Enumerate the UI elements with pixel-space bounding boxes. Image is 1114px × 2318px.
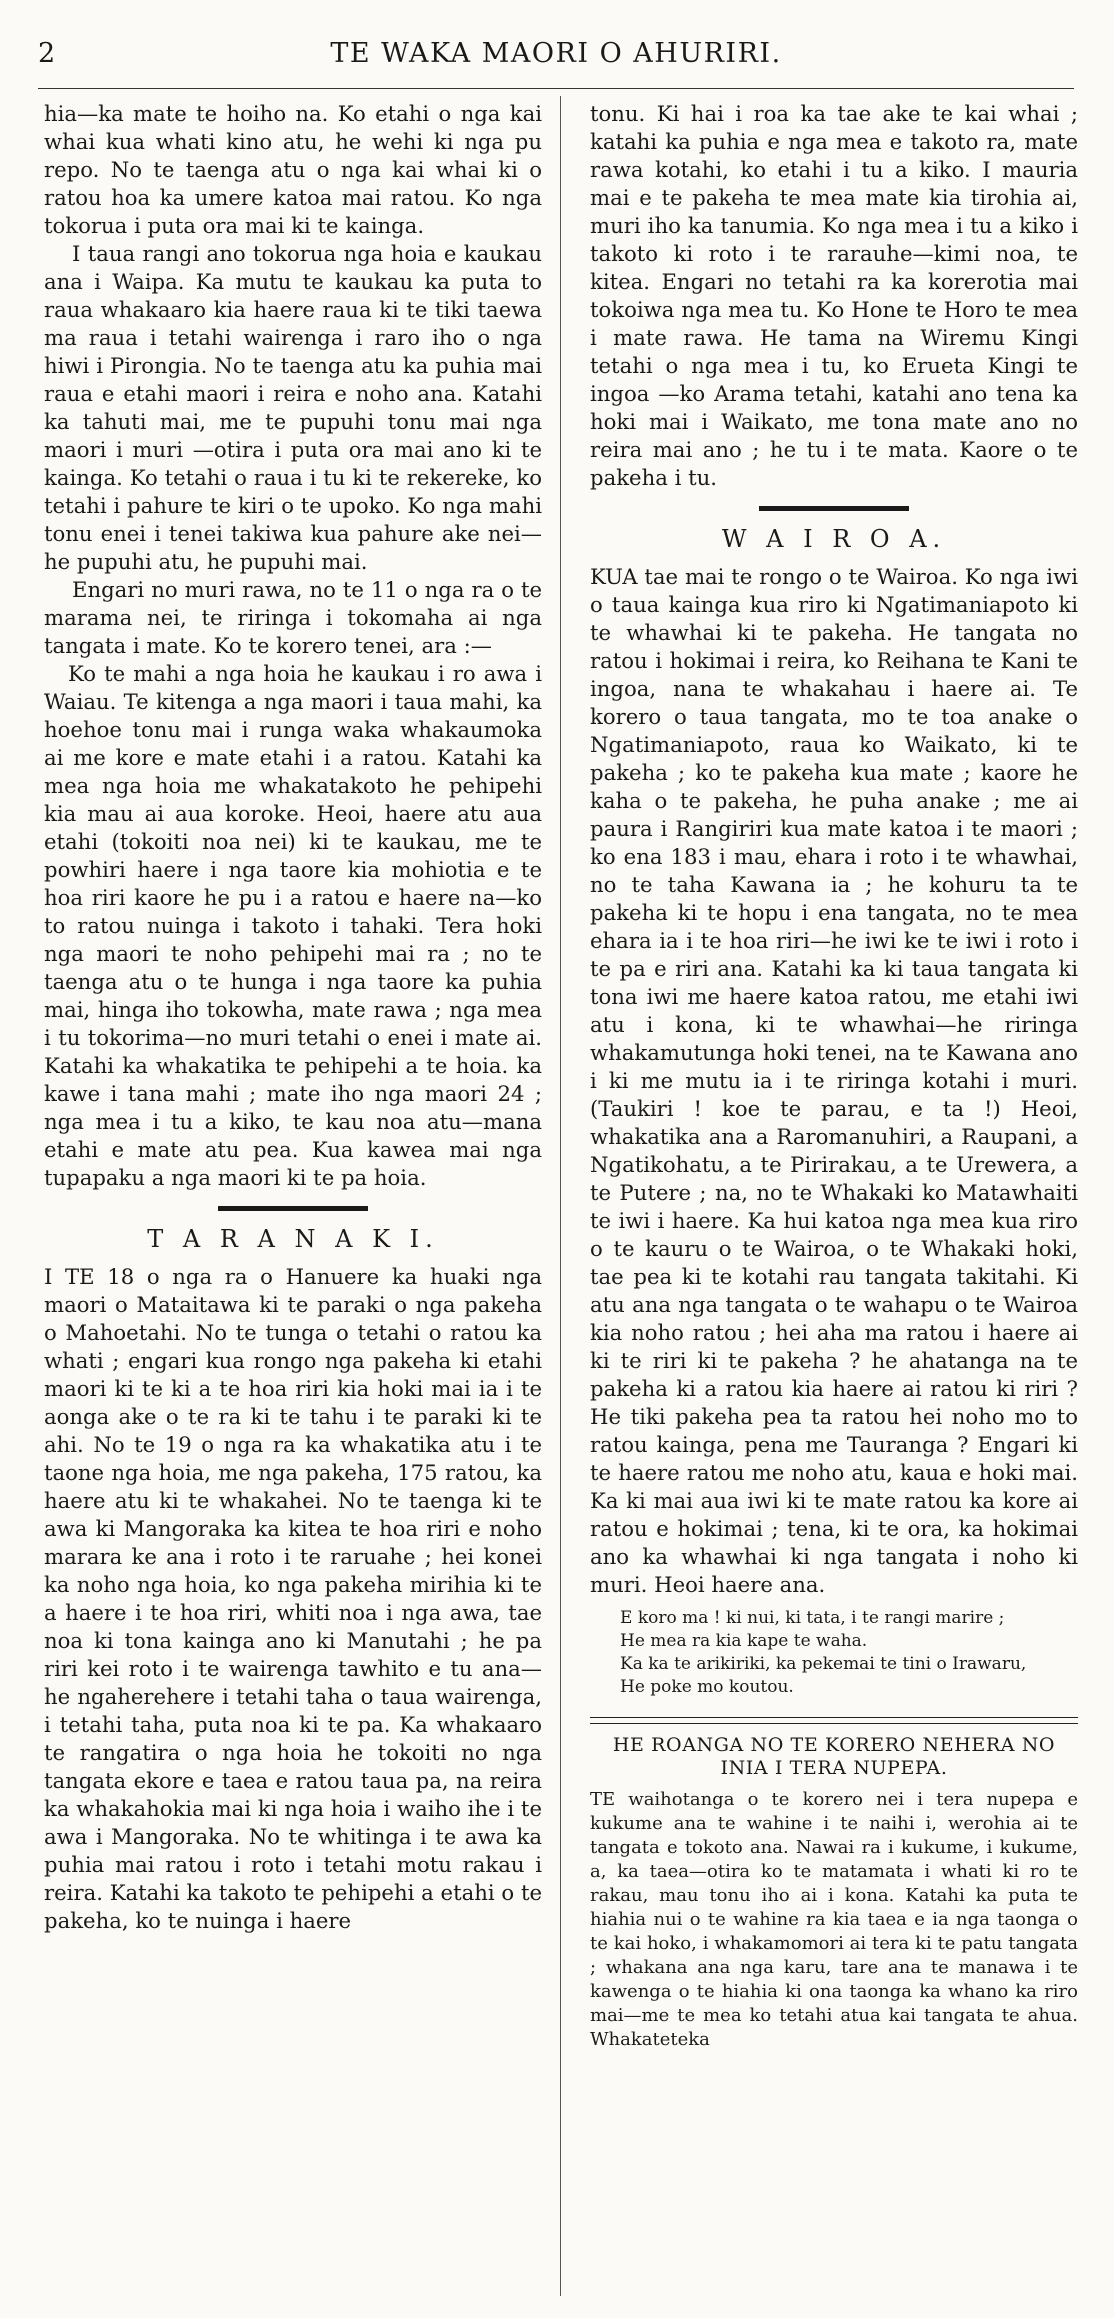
paragraph: I TE 18 o nga ra o Hanuere ka huaki nga maori o Mataitawa ki te paraki o nga pakeha o Mahoetahi. No te tunga o tetahi o ratou ka whati ; engari kua rongo nga pakeha ki etahi maori ki te ki a te hoa riri kia hoki mai ia i te aonga ake o te ra ki te tahu i te paraki ki te ahi. No te 19 o nga ra ka whakatika atu i te taone nga hoia, me nga pakeha, 175 ratou, ka haere atu ki te whakahei. No te taenga ki te awa ki Mangoraka ka kitea te hoa riri e noho marara ke ana i roto i te raruahe ; hei konei ka noho nga hoia, ko nga pakeha mirihia ki te a haere i te hoa riri, whiti noa i nga awa, tae noa ki tona kainga ano ki Manutahi ; he pa riri kei roto i te wairenga tawhito e tu ana—he ngaherehere i tetahi taha o taua wairenga, i tetahi taha, puta noa ki te pa. Ka whakaaro te rangatira o nga hoia he tokoiti no nga tangata ekore e taea e ratou taua pa, na reira ka whakahokia mai ki nga hoia i waiho ihe i te awa i Mangoraka. No te whitinga i te awa ka puhia mai ratou i roto i tetahi motu rakau i reira. Katahi ka takoto te pehipehi a etahi o te pakeha, ko te nuinga i haere xyxy=(44,1264,542,1933)
running-title: TE WAKA MAORI O AHURIRI. xyxy=(330,38,782,69)
paragraph: TE waihotanga o te korero nei i tera nupepa e kukume ana te wahine i te naihi i, werohia ai te tangata e tokoto ana. Nawai ra i kukume, i kukume, a, ka taea—otira ko te matamata i whati ki ro te rakau, mau tonu iho ai i kona. Katahi ka puta te hiahia nui o te wahine ra kia taea e ia nga taonga o te kai hoko, i whakamomori ai tera ki te patu tangata ; whakana ana nga karu, tare ana te manawa i te kawenga o te hiahia ki ona taonga ka whano ka riro mai—me te mea ko tetahi atua kai tangata te ahua. Whakateteka xyxy=(590,1789,1078,2050)
double-rule xyxy=(590,1717,1078,1724)
wairoa-section xyxy=(590,506,1078,1699)
paragraph: Engari no muri rawa, no te 11 o nga ra o te marama nei, te riringa i tokomaha ai nga tangata i mate. Ko te korero tenei, ara :— xyxy=(44,577,542,658)
column-divider xyxy=(560,96,561,2296)
poem-line: Ka ka te arikiriki, ka pekemai te tini o Irawaru, xyxy=(620,1654,1027,1674)
poem xyxy=(620,1607,1078,1699)
section-title-wairoa: W A I R O A. xyxy=(721,525,947,553)
page-number: 2 xyxy=(38,38,56,69)
poem-line: He poke mo koutou. xyxy=(620,1677,794,1697)
paragraph: tonu. Ki hai i roa ka tae ake te kai whai ; katahi ka puhia e nga mea e takoto ra, mate rawa kotahi, ko etahi i tu a kiko. I mauria mai e te pakeha te mea mate kia tirohia ai, muri iho ka tanumia. Ko nga mea i tu a kiko i takoto ki roto i te rarauhe—kimi noa, te kitea. Engari no tetahi ra ka korerotia mai tokoiwa nga mea tu. Ko Hone te Horo te mea i mate rawa. He tama na Wiremu Kingi tetahi o nga mea i tu, ko Erueta Kingi te ingoa —ko Arama tetahi, katahi ano tena ka hoki mai i Waikato, me tona mate ano no reira mai ano ; he tu i te mata. Kaore o te pakeha i tu. xyxy=(590,101,1078,490)
paragraph: Ko te mahi a nga hoia he kaukau i ro awa i Waiau. Te kitenga a nga maori i taua mahi, ka hoehoe tonu mai i runga waka whakaumoka ai me kore e mate etahi i a ratou. Katahi ka mea nga hoia me whakatakoto he pehipehi kia mau ai aua koroke. Heoi, haere atu aua etahi (tokoiti noa nei) ki te kaukau, me te powhiri haere i nga taore kia mohiotia e te hoa riri kaore he pu i a ratou e haere na—ko to ratou nuinga i takoto i tahaki. Tera hoki nga maori te noho pehipehi mai ra ; no te taenga atu o te hunga i nga taore ka puhia mai, hinga iho tokowha, mate rawa ; nga mea i tu tokorima—no muri tetahi o enei i mate ai. Katahi ka whakatika te pehipehi a te hoia. ka kawe i tana mahi ; mate iho nga maori 24 ; nga mea i tu a kiko, te kau noa atu—mana etahi e mate atu pea. Kua kawea mai nga tupapaku a nga maori ki te pa hoia. xyxy=(44,661,542,1190)
poem-line: E koro ma ! ki nui, ki tata, i te rangi marire ; xyxy=(620,1608,1005,1628)
paragraph: I taua rangi ano tokorua nga hoia e kaukau ana i Waipa. Ka mutu te kaukau ka puta to raua whakaaro kia haere raua ki te tiki taewa ma raua i tetahi wairenga i raro iho o nga hiwi i Pirongia. No te taenga atu ka puhia mai raua e etahi maori i reira e noho ana. Katahi ka tahuti mai, me te pupuhi tonu mai nga maori i muri —otira i puta ora mai ano ki te kainga. Ko tetahi o raua i tu ki te rekereke, ko tetahi i pahure te kiri o te upoko. Ko nga mahi tonu enei i tenei takiwa kua pahure ake nei—he pupuhi atu, he pupuhi mai. xyxy=(44,241,542,574)
left-column xyxy=(44,100,542,2308)
paragraph: hia—ka mate te hoiho na. Ko etahi o nga kai whai kua whati kino atu, he wehi ki nga pu repo. No te taenga atu o nga kai whai ki o ratou hoa ka umere katoa mai ratou. Ko nga tokorua i puta ora mai ki te kainga. xyxy=(44,101,542,238)
subsection-title: HE ROANGA NO TE KORERO NEHERA NO INIA I TERA NUPEPA. xyxy=(612,1734,1056,1779)
taranaki-section xyxy=(44,1206,542,1935)
section-title-taranaki: T A R A N A K I. xyxy=(147,1225,439,1253)
right-column xyxy=(590,100,1078,2308)
header-rule xyxy=(38,88,1074,89)
poem-line: He mea ra kia kape te waha. xyxy=(620,1631,868,1651)
india-story-section xyxy=(590,1717,1078,2052)
page-header xyxy=(38,34,1074,84)
section-rule xyxy=(759,506,909,511)
section-rule xyxy=(218,1206,368,1211)
paragraph: KUA tae mai te rongo o te Wairoa. Ko nga iwi o taua kainga kua riro ki Ngatimaniapoto ki te whawhai ki te pakeha. He tangata no ratou i hokimai i reira, ko Reihana te Kani te ingoa, nana te whakahau i haere ai. Te korero o taua tangata, mo te toa anake o Ngatimaniapoto, raua ko Waikato, ki te pakeha ; ko te pakeha kua mate ; kaore he kaha o te pakeha, he puha anake ; me ai paura i Rangiriri kua mate katoa i te maori ; ko ena 183 i mau, ehara i roto i te whawhai, no te taha Kawana ia ; he kohuru ta te pakeha ki te hopu i ena tangata, no te mea ehara ia i te hoa riri—he iwi ke te iwi i roto i te pa e riri ana. Katahi ka ki taua tangata ki tona iwi me haere katoa ratou, me etahi iwi atu i kona, ki te whawhai—he riringa whakamutunga hoki tenei, na te Kawana ano i ki me mutu ia i te riringa kotahi i muri. (Taukiri ! koe te parau, e ta !) Heoi, whakatika ana a Raromanuhiri, a Raupani, a Ngatikohatu, a te Pirirakau, a te Urewera, a te Putere ; na, no te Whakaki ko Matawhaiti te iwi i haere. Ka hui katoa nga mea kua riro o te kauru o te Wairoa, o te Whakaki hoki, tae pea ki te kotahi rau tangata takitahi. Ki atu ana nga tangata o te wahapu o te Wairoa kia noho ratou ; hei aha ma ratou i haere ai ki te riri ki te pakeha ? he ahatanga na te pakeha ki a ratou kia haere ai ratou ki riri ? He tiki pakeha pea ta ratou hei noho mo to ratou kainga, pena me Tauranga ? Engari ki te haere ratou me noho atu, kaua e hoki mai. Ka ki mai aua iwi ki te mate ratou ka kore ai ratou e hokimai ; tena, ki te ora, ka hokimai ano ka whawhai ki nga tangata i noho ki muri. Heoi haere ana. xyxy=(590,564,1078,1597)
